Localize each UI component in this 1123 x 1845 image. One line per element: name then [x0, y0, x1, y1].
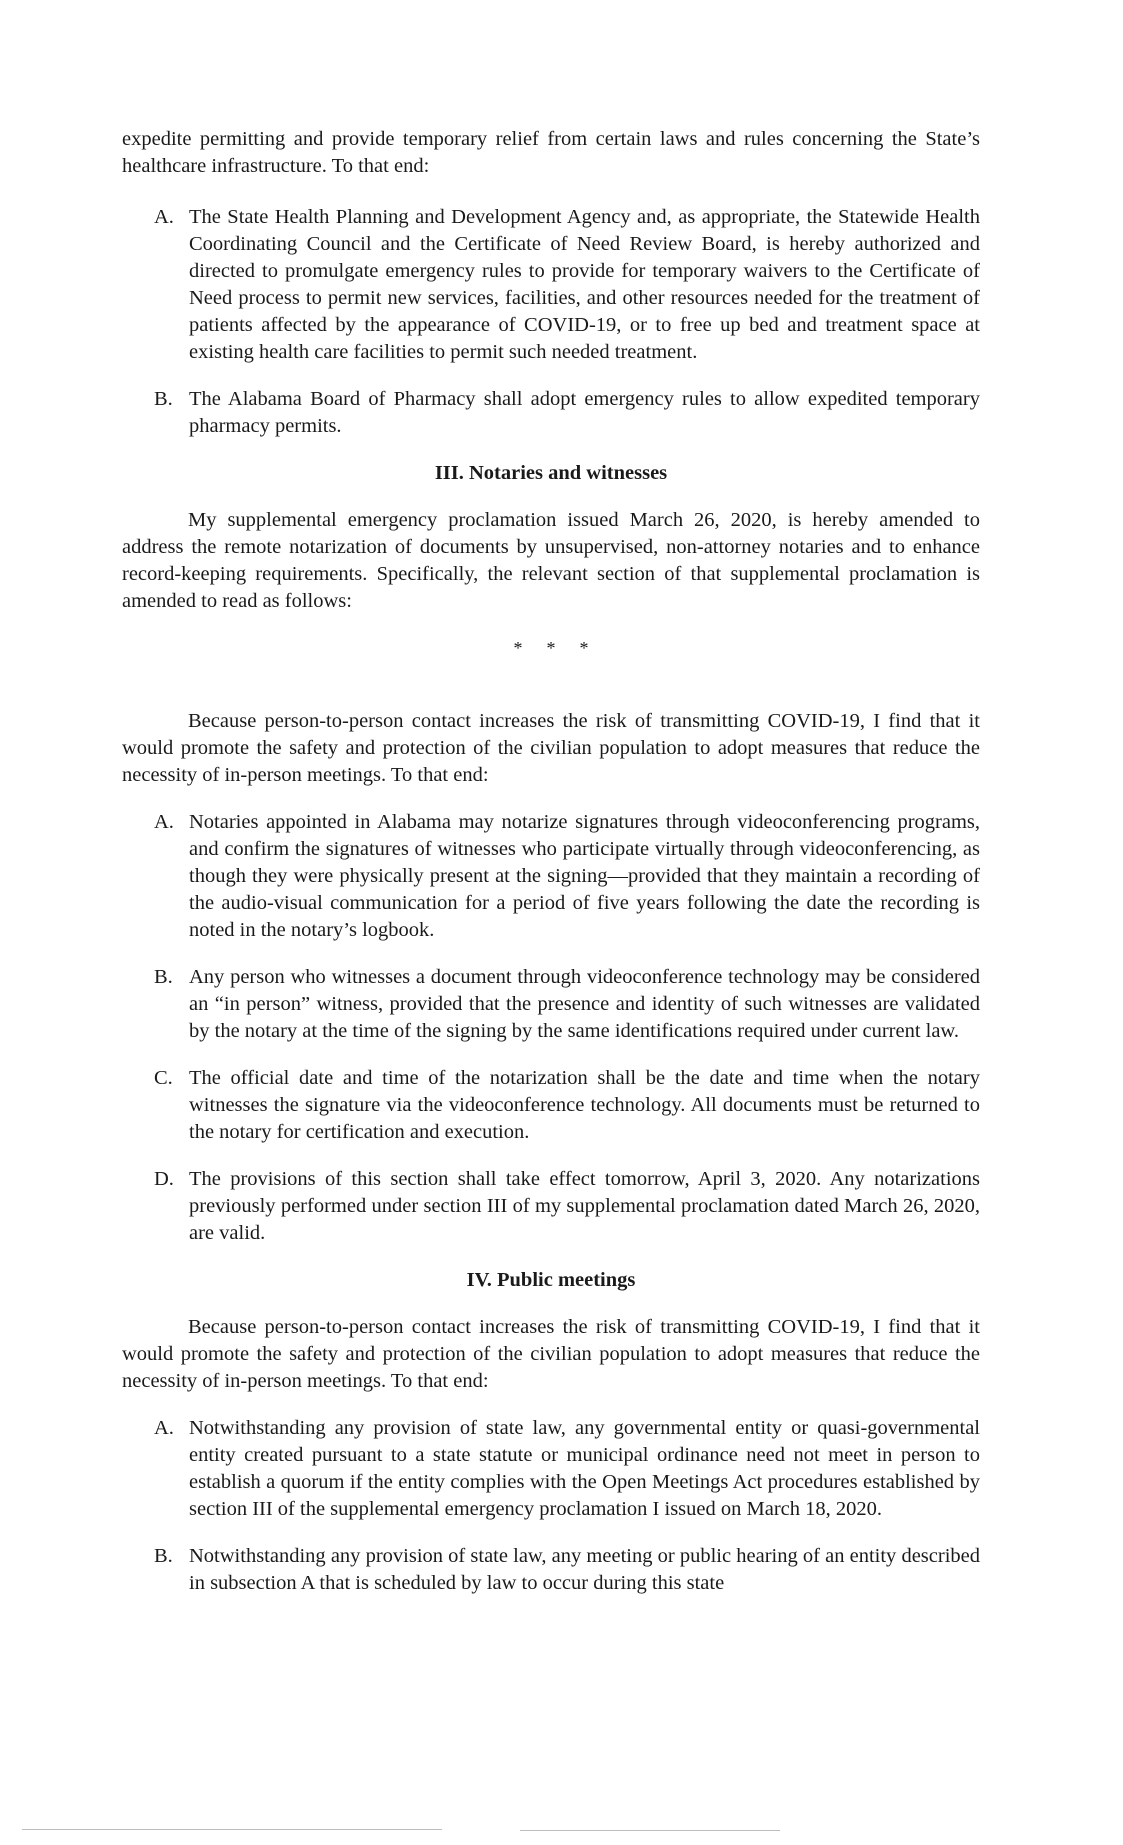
section3-paragraph-2: Because person-to-person contact increases the risk of transmitting COVID-19, I find that it would promote the safety and protection of the civilian population to adopt measures that reduce the necessity of in-person meetings. To that end: [122, 710, 980, 786]
list-item [122, 386, 980, 440]
list-marker: C. [154, 1067, 173, 1089]
list-item-text: Notwithstanding any provision of state law, any meeting or public hearing of an entity described in subsection A that is scheduled by law to occur during this state [189, 1545, 980, 1594]
list-item-text: Notaries appointed in Alabama may notarize signatures through videoconferencing programs, and confirm the signatures of witnesses who participate virtually through videoconferencing, as though they were physically present at the signing—provided that they maintain a recording of the audio-visual communication for a period of five years following the date the recording is noted in the notary’s logbook. [189, 811, 980, 941]
list-marker: B. [154, 966, 173, 988]
list-item [122, 1166, 980, 1247]
list-item-text: The State Health Planning and Development Agency and, as appropriate, the Statewide Health Coordinating Council and the Certificate of Need Review Board, is hereby authorized and directed to promulgate emergency rules to provide for temporary waivers to the Certificate of Need process to permit new services, facilities, and other resources needed for the treatment of patients affected by the appearance of COVID-19, or to free up bed and treatment space at existing health care facilities to permit such needed treatment. [189, 206, 980, 363]
section3-heading: III. Notaries and witnesses [434, 462, 668, 484]
list-item-text: The Alabama Board of Pharmacy shall adopt emergency rules to allow expedited temporary pharmacy permits. [189, 388, 980, 437]
section4-list [122, 1415, 980, 1597]
list-marker: A. [154, 1417, 174, 1439]
document-body [122, 126, 980, 1597]
list-item-text: The official date and time of the notarization shall be the date and time when the notary witnesses the signature via the videoconference technology. All documents must be returned to the notary for certification and execution. [189, 1067, 980, 1143]
scan-artifact [520, 1830, 780, 1831]
list-item [122, 1065, 980, 1146]
list-marker: A. [154, 811, 174, 833]
section3-list [122, 809, 980, 1247]
list-item [122, 1543, 980, 1597]
section4-heading: IV. Public meetings [466, 1269, 636, 1291]
separator-star: * [513, 638, 523, 658]
list-marker: D. [154, 1168, 174, 1190]
list-item [122, 204, 980, 366]
section-separator [122, 635, 980, 662]
list-item [122, 1415, 980, 1523]
intro-paragraph: expedite permitting and provide temporary relief from certain laws and rules concerning the State’s healthcare infrastructure. To that end: [122, 128, 980, 177]
list-item [122, 964, 980, 1045]
list-marker: A. [154, 206, 174, 228]
scan-artifact [22, 1829, 442, 1830]
section3-paragraph-1: My supplemental emergency proclamation issued March 26, 2020, is hereby amended to address the remote notarization of documents by unsupervised, non-attorney notaries and to enhance record-keeping requirements. Specifically, the relevant section of that supplemental proclamation is amended to read as follows: [122, 509, 980, 612]
list-item [122, 809, 980, 944]
list-item-text: The provisions of this section shall take effect tomorrow, April 3, 2020. Any notarizations previously performed under section III of my supplemental proclamation dated March 26, 2020, are valid. [189, 1168, 980, 1244]
list-marker: B. [154, 388, 173, 410]
list-marker: B. [154, 1545, 173, 1567]
list-item-text: Notwithstanding any provision of state law, any governmental entity or quasi-governmental entity created pursuant to a state statute or municipal ordinance need not meet in person to establish a quorum if the entity complies with the Open Meetings Act procedures established by section III of the supplemental emergency proclamation I issued on March 18, 2020. [189, 1417, 980, 1520]
separator-star: * [546, 638, 556, 658]
separator-star: * [579, 638, 589, 658]
list-item-text: Any person who witnesses a document through videoconference technology may be considered an “in person” witness, provided that the presence and identity of such witnesses are validated by the notary at the time of the signing by the same identifications required under current law. [189, 966, 980, 1042]
section2-list [122, 204, 980, 440]
section4-paragraph-1: Because person-to-person contact increases the risk of transmitting COVID-19, I find that it would promote the safety and protection of the civilian population to adopt measures that reduce the necessity of in-person meetings. To that end: [122, 1316, 980, 1392]
